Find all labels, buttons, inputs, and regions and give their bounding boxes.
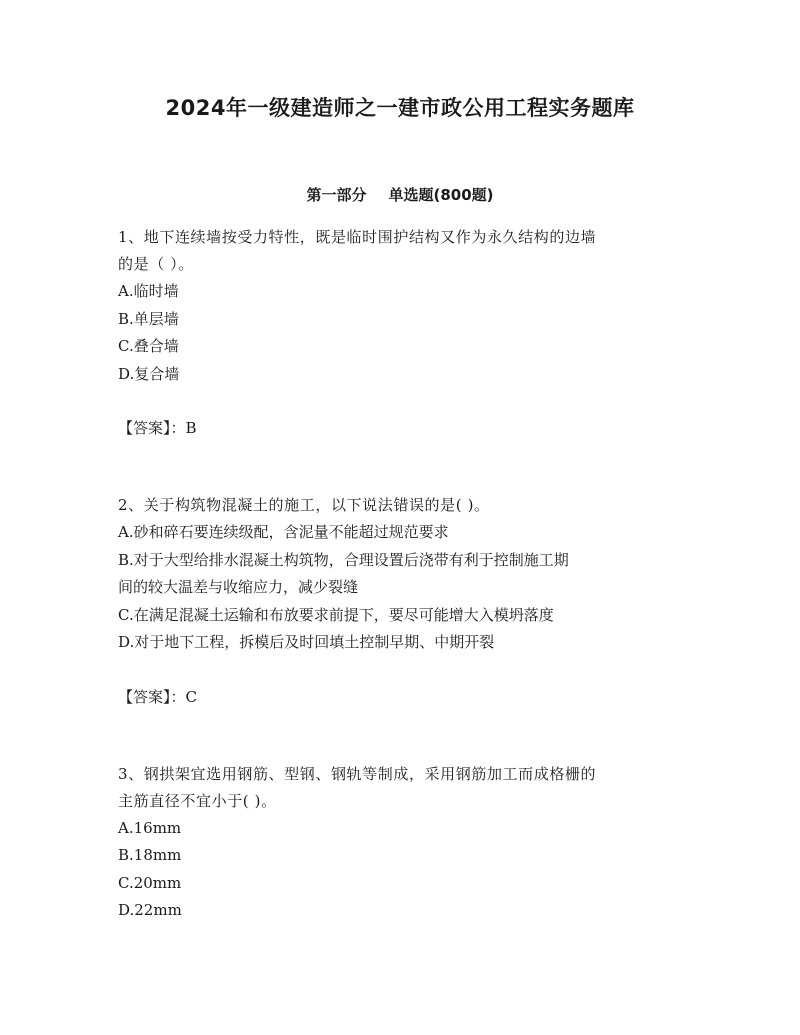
option-b-continued: 间的较大温差与收缩应力，减少裂缝 bbox=[118, 578, 359, 596]
option-a: A.砂和碎石要连续级配，含泥量不能超过规范要求 bbox=[118, 523, 449, 541]
stem-line: 1、地下连续墙按受力特性，既是临时围护结构又作为永久结构的边墙 bbox=[118, 228, 597, 246]
option-c: C.叠合墙 bbox=[118, 337, 179, 355]
option-b: B.对于大型给排水混凝土构筑物，合理设置后浇带有利于控制施工期 bbox=[118, 550, 569, 569]
section-name: 单选题(800题) bbox=[388, 186, 494, 204]
question-2 bbox=[118, 492, 688, 711]
question-list bbox=[118, 224, 688, 975]
section-part: 第一部分 bbox=[306, 186, 367, 204]
option-list bbox=[118, 278, 688, 388]
document-title: 2024年一级建造师之一建市政公用工程实务题库 bbox=[165, 96, 635, 120]
question-stem bbox=[118, 492, 688, 519]
option-d: D.对于地下工程，拆模后及时回填土控制早期、中期开裂 bbox=[118, 633, 495, 651]
option-c: C.20mm bbox=[118, 873, 182, 892]
option-b: B.18mm bbox=[118, 846, 182, 864]
question-stem bbox=[118, 224, 688, 278]
option-d: D.22mm bbox=[118, 901, 182, 919]
option-d: D.复合墙 bbox=[118, 364, 180, 383]
answer-line bbox=[118, 414, 688, 442]
section-heading bbox=[0, 184, 800, 205]
answer-value: C bbox=[185, 687, 197, 706]
question-stem bbox=[118, 761, 688, 815]
question-3 bbox=[118, 761, 688, 925]
question-1 bbox=[118, 224, 688, 442]
option-a: A.临时墙 bbox=[118, 282, 179, 300]
option-list bbox=[118, 519, 688, 657]
stem-line: 3、钢拱架宜选用钢筋、型钢、钢轨等制成，采用钢筋加工而成格栅的 bbox=[118, 764, 597, 783]
stem-line: 2、关于构筑物混凝土的施工，以下说法错误的是( )。 bbox=[118, 496, 490, 514]
option-b: B.单层墙 bbox=[118, 309, 179, 328]
answer-line bbox=[118, 683, 688, 711]
stem-line: 主筋直径不宜小于( )。 bbox=[118, 791, 277, 810]
answer-label: 【答案】： bbox=[118, 419, 186, 437]
answer-label: 【答案】： bbox=[118, 687, 186, 706]
answer-value: B bbox=[185, 419, 197, 437]
option-c: C.在满足混凝土运输和布放要求前提下，要尽可能增大入模坍落度 bbox=[118, 605, 554, 624]
option-list bbox=[118, 815, 688, 925]
option-a: A.16mm bbox=[118, 818, 182, 837]
stem-line: 的是（ ）。 bbox=[118, 255, 194, 273]
